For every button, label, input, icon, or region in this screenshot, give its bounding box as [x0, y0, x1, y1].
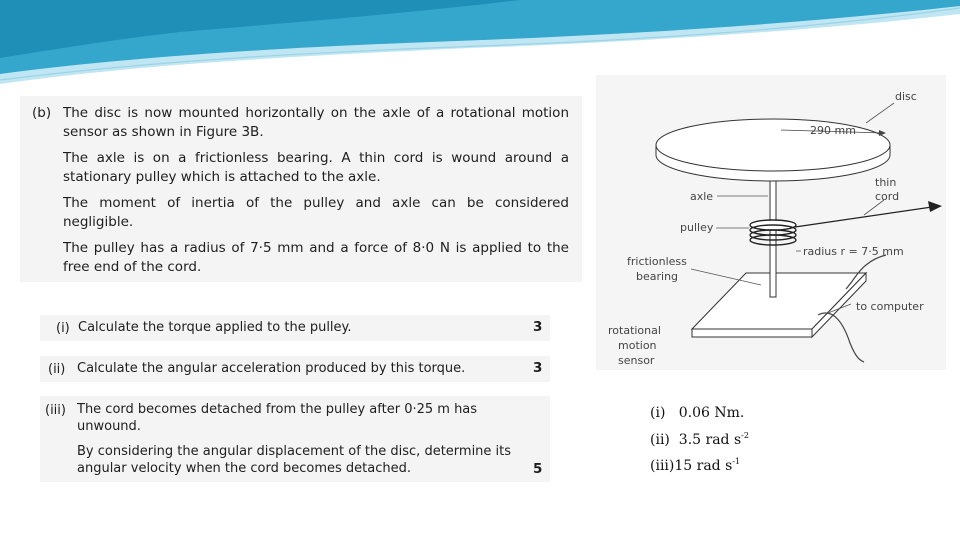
- label-bearing: bearing: [636, 270, 679, 283]
- label-cord: cord: [875, 190, 900, 203]
- question-iii-marks: 5: [533, 461, 543, 477]
- part-b-paragraph-3-line-2: negligible.: [63, 214, 134, 230]
- part-b-paragraph-2-line-2: stationary pulley which is attached to the axle.: [63, 169, 381, 185]
- part-b-paragraph-4-line-2: free end of the cord.: [63, 259, 202, 275]
- label-to-computer: to computer: [856, 300, 924, 313]
- part-b-paragraph-3-line-1: The moment of inertia of the pulley and axle can be considered: [63, 195, 569, 211]
- rotational-motion-sensor-diagram: [596, 75, 946, 370]
- part-b-paragraph-2-line-1: The axle is on a frictionless bearing. A thin cord is wound around a: [63, 150, 569, 166]
- answer-i-label: (i): [650, 405, 666, 421]
- label-thin: thin: [875, 176, 897, 189]
- question-i-text: Calculate the torque applied to the pulley.: [78, 320, 352, 335]
- label-diameter: 290 mm: [810, 124, 856, 137]
- part-b-label: (b): [32, 105, 52, 121]
- question-ii-label: (ii): [48, 362, 66, 377]
- part-b-paragraph-4-line-1: The pulley has a radius of 7·5 mm and a force of 8·0 N is applied to the: [63, 240, 569, 256]
- question-iii-text-line-3: By considering the angular displacement of the disc, determine its: [77, 444, 512, 459]
- question-iii-text-line-2: unwound.: [77, 419, 141, 434]
- question-i-label: (i): [56, 321, 70, 336]
- question-ii-text: Calculate the angular acceleration produced by this torque.: [77, 361, 466, 376]
- part-b-paragraph-1-line-1: The disc is now mounted horizontally on the axle of a rotational motion: [63, 105, 569, 121]
- answer-iii-label: (iii): [650, 458, 675, 474]
- question-iii-label: (iii): [45, 403, 66, 418]
- question-ii-marks: 3: [533, 360, 543, 376]
- question-i-marks: 3: [533, 319, 543, 335]
- part-b-paragraph-1-line-2: sensor as shown in Figure 3B.: [63, 124, 264, 140]
- answer-iii: [650, 451, 749, 478]
- label-sensor: sensor: [618, 354, 655, 367]
- label-pulley: pulley: [680, 221, 714, 234]
- answer-i-value: 0.06 Nm.: [678, 405, 745, 421]
- label-axle: axle: [690, 190, 714, 203]
- question-iii-text-line-4: angular velocity when the cord becomes detached.: [77, 461, 412, 476]
- question-iii-text-line-1: The cord becomes detached from the pulley after 0·25 m has: [77, 402, 478, 417]
- answer-iii-value: 15 rad s: [674, 458, 733, 474]
- answer-ii-label: (ii): [650, 431, 670, 448]
- label-rotational: rotational: [608, 324, 661, 337]
- answer-i: [650, 403, 749, 425]
- answers-block: [650, 403, 749, 478]
- answer-ii: [650, 425, 749, 452]
- answer-iii-exponent: -1: [732, 457, 741, 466]
- label-disc: disc: [895, 90, 917, 103]
- sensor-base-front: [692, 329, 812, 337]
- answer-ii-value: 3.5 rad s: [678, 431, 742, 448]
- answer-ii-exponent: -2: [741, 430, 749, 440]
- label-motion: motion: [618, 339, 657, 352]
- label-radius: radius r = 7·5 mm: [803, 245, 904, 258]
- label-frictionless: frictionless: [627, 255, 687, 268]
